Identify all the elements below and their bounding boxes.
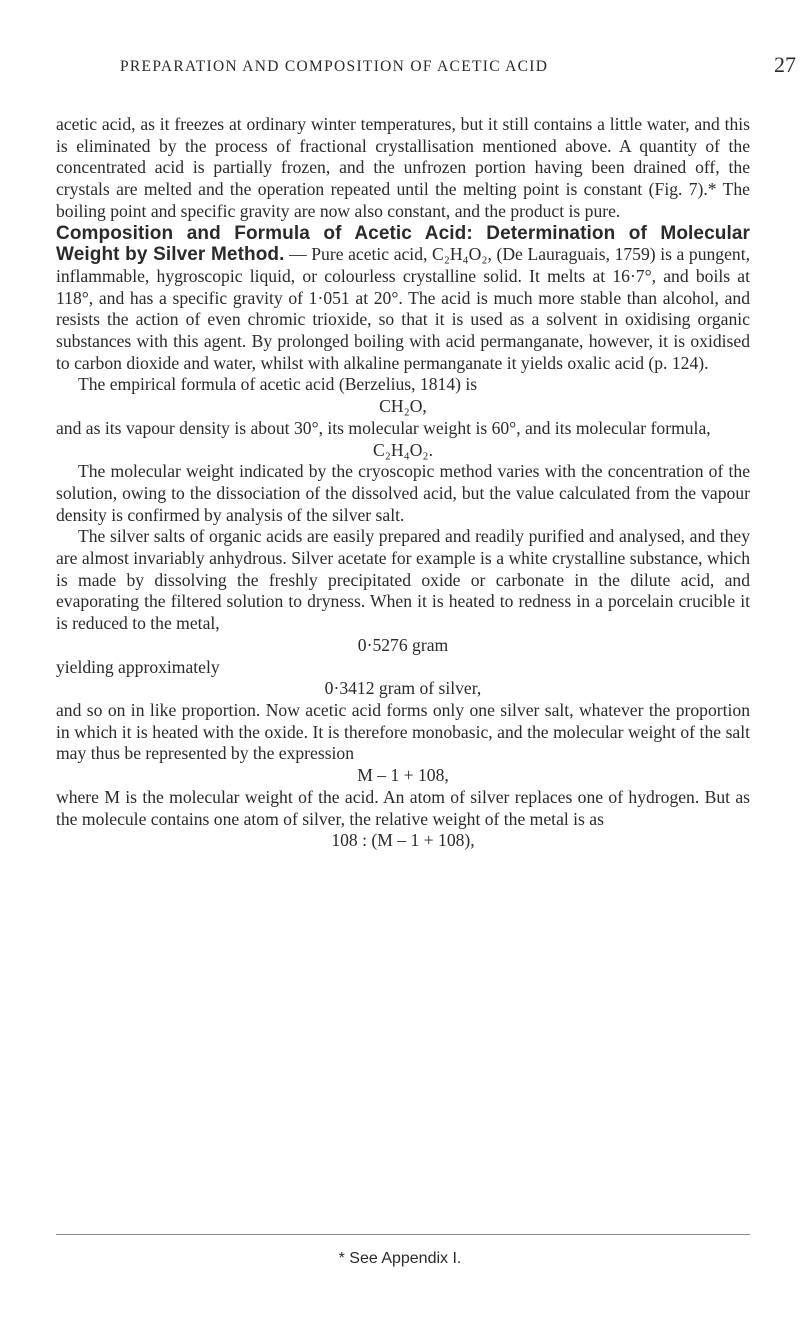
paragraph-1: acetic acid, as it freezes at ordinary winter temperatures, but it still contains a little water, and this is eliminated by the process of fractional crystallisation mentioned above. A quantity of the concentrated acid is partially frozen, and the unfrozen portion having been drained off, the crystals are melted and the operation repeated until the melting point is constant (Fig. 7).* The boiling point and specific gravity are now also constant, and the product is pure. [56,114,750,221]
paragraph-3: The empirical formula of acetic acid (Berzelius, 1814) is [78,374,478,395]
running-header [120,52,796,77]
equation-expression: M – 1 + 108, [357,765,449,786]
paragraph-2 [56,223,750,375]
paragraph-6: The silver salts of organic acids are easily prepared and readily purified and analysed, and they are almost invariably anhydrous. Silver acetate for example is a white crystalline substance, which is made by dissolving the freshly precipitated oxide or carbonate in the dilute acid, and evaporating the filtered solution to dryness. When it is heated to redness in a porcelain crucible it is reduced to the metal, [56,526,750,634]
paragraph-2-text: — Pure acetic acid, C₂H₄O₂, (De Lauraguais, 1759) is a pungent, inflammable, hygroscopic liquid, or colourless crystalline solid. It melts at 16·7°, and boils at 118°, and has a specific gravity of 1·051 at 20°. The acid is much more stable than alcohol, and resists the action of even chromic trioxide, so that it is used as a solvent in oxidising organic substances with this agent. By prolonged boiling with acid permanganate, however, it is oxidised to carbon dioxide and water, whilst with alkaline permanganate it yields oxalic acid (p. 124). [56,244,750,373]
formula-empirical: CH₂O, [379,396,427,417]
section-heading: Composition and Formula of Acetic Acid: Determination of Molecular Weight by Silver Method. [56,222,750,266]
paragraph-8: and so on in like proportion. Now acetic acid forms only one silver salt, whatever the proportion in which it is heated with the oxide. It is therefore monobasic, and the molecular weight of the salt may thus be represented by the expression [56,699,750,764]
page-number: 27 [774,52,796,77]
formula-molecular: C₂H₄O₂. [373,439,433,460]
paragraph-4: and as its vapour density is about 30°, its molecular weight is 60°, and its molecular formula, [56,417,711,438]
paragraph-9: where M is the molecular weight of the acid. An atom of silver replaces one of hydrogen. But as the molecule contains one atom of silver, the relative weight of the metal is as [56,786,750,829]
paragraph-7: yielding approximately [56,656,220,677]
running-title: PREPARATION AND COMPOSITION OF ACETIC ACID [120,58,549,75]
paragraph-5: The molecular weight indicated by the cryoscopic method varies with the concentration of the solution, owing to the dissociation of the dissolved acid, but the value calculated from the vapour density is confirmed by analysis of the silver salt. [56,461,750,525]
equation-silver: 0·3412 gram of silver, [324,678,482,699]
equation-ratio: 108 : (M – 1 + 108), [331,830,475,851]
footnote-divider [56,1234,750,1235]
footnote: * See Appendix I. [338,1250,462,1267]
equation-gram: 0·5276 gram [357,634,449,655]
body-text [56,114,750,852]
